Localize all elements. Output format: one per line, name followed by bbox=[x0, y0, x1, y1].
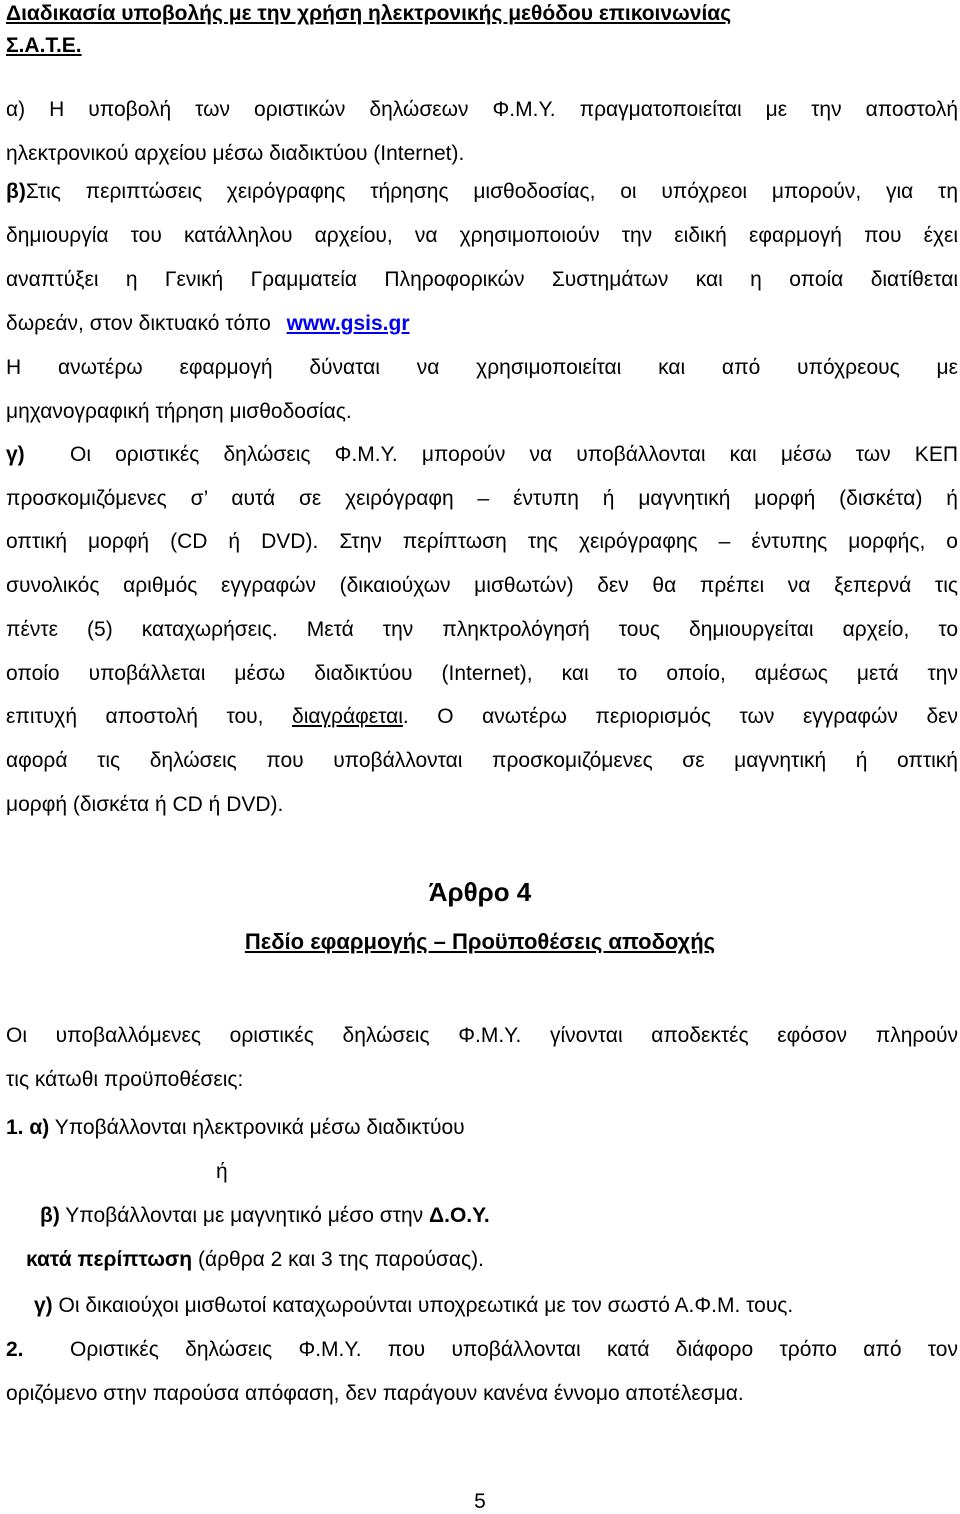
condition-2-line-2: οριζόμενο στην παρούσα απόφαση, δεν παράγουν κανένα έννομο αποτέλεσμα. bbox=[6, 1382, 744, 1405]
condition-1b-doy: Δ.Ο.Υ. bbox=[429, 1204, 490, 1227]
paragraph-b bbox=[6, 170, 958, 434]
paragraph-b-line-6: μηχανογραφική τήρηση μισθοδοσίας. bbox=[6, 400, 352, 423]
conditions-intro bbox=[6, 1014, 958, 1102]
article-subtitle: Πεδίο εφαρμογής – Προϋποθέσεις αποδοχής bbox=[244, 929, 716, 954]
title-line-1: Διαδικασία υποβολής με την χρήση ηλεκτρονικής μεθόδου επικοινωνίας bbox=[6, 2, 732, 25]
title-line-2: Σ.Α.Τ.Ε. bbox=[6, 34, 82, 57]
paragraph-c-line-2: προσκομιζόμενες σ’ αυτά σε χειρόγραφη – έντυπη ή μαγνητική μορφή (δισκέτα) ή bbox=[6, 486, 958, 510]
paragraph-c-line-7: επιτυχή αποστολή του, διαγράφεται. Ο ανωτέρω περιορισμός των εγγραφών δεν bbox=[6, 705, 958, 729]
condition-2 bbox=[6, 1328, 958, 1416]
paragraph-c-line-5: πέντε (5) καταχωρήσεις. Μετά την πληκτρολόγησή τους δημιουργείται αρχείο, το bbox=[6, 617, 958, 641]
paragraph-b-line-1: β)Στις περιπτώσεις χειρόγραφης τήρησης μισθοδοσίας, οι υπόχρεοι μπορούν, για τη bbox=[6, 180, 958, 203]
paragraph-c-line-9: μορφή (δισκέτα ή CD ή DVD). bbox=[6, 792, 284, 816]
paragraph-c-line-3: οπτική μορφή (CD ή DVD). Στην περίπτωση της χειρόγραφης – έντυπης μορφής, ο bbox=[6, 530, 958, 554]
conditions-intro-line-1: Οι υποβαλλόμενες οριστικές δηλώσεις Φ.Μ.Υ. γίνονται αποδεκτές εφόσον πληρούν bbox=[6, 1024, 958, 1047]
paragraph-b-label: β) bbox=[6, 180, 26, 203]
paragraph-c-line-1: γ) Οι οριστικές δηλώσεις Φ.Μ.Υ. μπορούν να υποβάλλονται και μέσω των ΚΕΠ bbox=[6, 433, 958, 477]
condition-1b-text: Υποβάλλονται με μαγνητικό μέσο στην bbox=[59, 1204, 430, 1227]
paragraph-c-line-4: συνολικός αριθμός εγγραφών (δικαιούχων μισθωτών) δεν θα πρέπει να ξεπερνά τις bbox=[6, 574, 958, 598]
condition-1c-text: Οι δικαιούχοι μισθωτοί καταχωρούνται υποχρεωτικά με τον σωστό Α.Φ.Μ. τους. bbox=[52, 1294, 794, 1317]
condition-1a bbox=[6, 1106, 958, 1150]
condition-1a-label: 1. α) bbox=[6, 1116, 50, 1139]
paragraph-c-line-6: οποίο υποβάλλεται μέσω διαδικτύου (Internet), και το οποίο, αμέσως μετά την bbox=[6, 661, 958, 685]
conditions-intro-line-2: τις κάτωθι προϋποθέσεις: bbox=[6, 1068, 244, 1091]
paragraph-b-line-5: Η ανωτέρω εφαρμογή δύναται να χρησιμοποιείται και από υπόχρεους με bbox=[6, 356, 958, 379]
document-title bbox=[6, 2, 958, 58]
paragraph-b-line-4: δωρεάν, στον δικτυακό τόπο www.gsis.gr bbox=[6, 312, 410, 335]
condition-case-text: (άρθρα 2 και 3 της παρούσας). bbox=[192, 1248, 484, 1271]
condition-case-bold: κατά περίπτωση bbox=[26, 1248, 193, 1271]
paragraph-c-line-8: αφορά τις δηλώσεις που υποβάλλονται προσκομιζόμενες σε μαγνητική ή οπτική bbox=[6, 748, 958, 772]
gsis-link[interactable]: www.gsis.gr bbox=[286, 312, 410, 335]
condition-1c bbox=[34, 1284, 958, 1328]
article-title: Άρθρο 4 bbox=[428, 877, 532, 907]
paragraph-c-label: γ) bbox=[6, 443, 25, 466]
paragraph-b-line-2: δημιουργία του κατάλληλου αρχείου, να χρησιμοποιούν την ειδική εφαρμογή που έχει bbox=[6, 224, 958, 247]
condition-2-label: 2. bbox=[6, 1338, 24, 1361]
paragraph-c bbox=[6, 433, 958, 826]
condition-or: ή bbox=[216, 1160, 228, 1183]
condition-1c-label: γ) bbox=[34, 1294, 53, 1317]
paragraph-a-line-2: ηλεκτρονικού αρχείου μέσω διαδικτύου (Internet). bbox=[6, 142, 465, 165]
condition-1b bbox=[40, 1194, 940, 1238]
paragraph-a-line-1: α) Η υποβολή των οριστικών δηλώσεων Φ.Μ.Υ. πραγματοποιείται με την αποστολή bbox=[6, 98, 958, 121]
page-number: 5 bbox=[474, 1490, 486, 1513]
paragraph-b-line-3: αναπτύξει η Γενική Γραμματεία Πληροφορικών Συστημάτων και η οποία διατίθεται bbox=[6, 268, 958, 291]
condition-2-line-1: Οριστικές δηλώσεις Φ.Μ.Υ. που υποβάλλονται κατά διάφορο τρόπο από τον bbox=[70, 1338, 958, 1361]
paragraph-a bbox=[6, 88, 958, 176]
deleted-word: διαγράφεται bbox=[292, 705, 403, 729]
condition-1b-label: β) bbox=[40, 1204, 60, 1227]
condition-1a-text: Υποβάλλονται ηλεκτρονικά μέσω διαδικτύου bbox=[49, 1116, 465, 1139]
condition-case bbox=[26, 1238, 926, 1282]
